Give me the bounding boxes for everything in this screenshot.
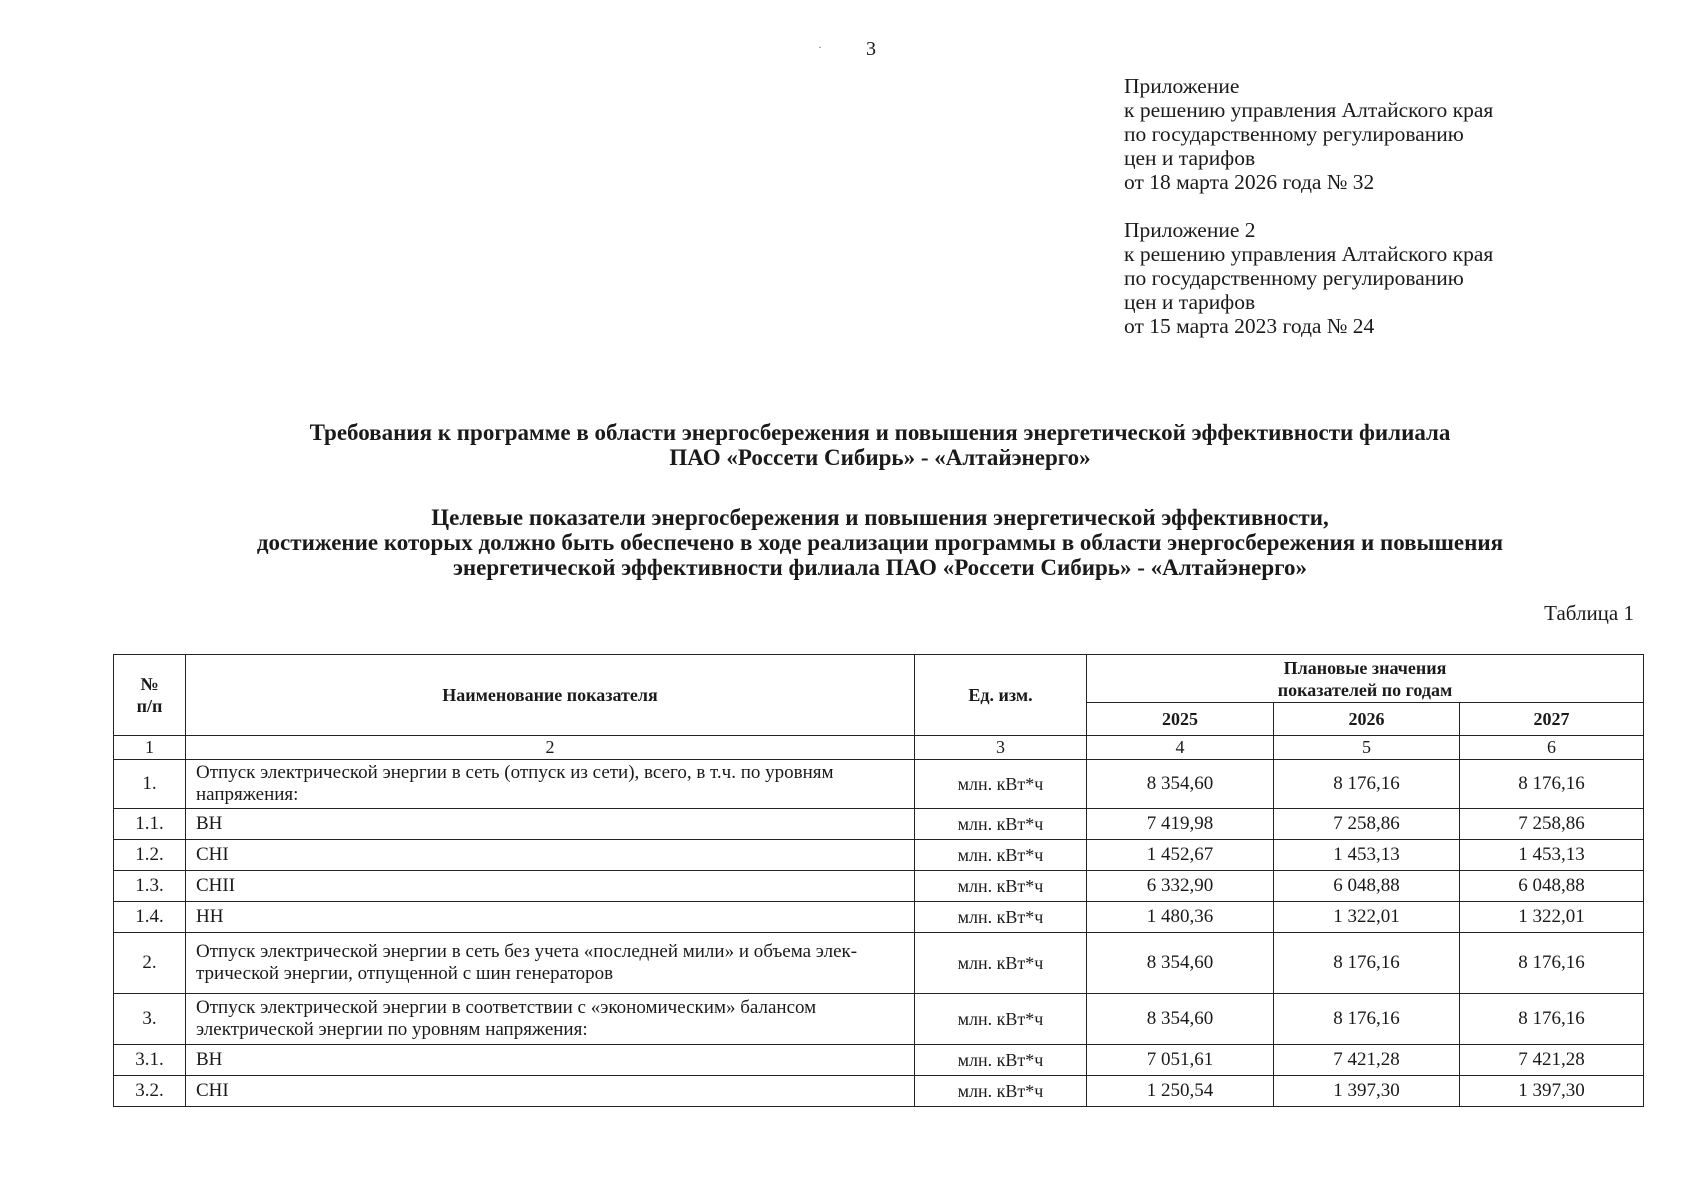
value-2026: 8 176,16 [1274,760,1460,809]
row-unit: млн. кВт*ч [915,809,1087,840]
row-name: СНI [186,1076,915,1107]
value-2027: 7 421,28 [1460,1045,1644,1076]
column-number: 3 [915,736,1087,760]
value-2025: 8 354,60 [1087,933,1274,994]
column-number: 4 [1087,736,1274,760]
row-number: 1.4. [114,902,186,933]
approval-line: от 15 марта 2023 года № 24 [1124,314,1375,338]
value-2026: 7 258,86 [1274,809,1460,840]
table-row [114,994,1644,1045]
indicators-table [113,654,1644,1107]
row-name: Отпуск электрической энергии в соответствии с «экономическим» балансом электрической энергии по уровням напряжения: [186,994,915,1045]
approval-line: по государственному регулированию [1124,122,1464,146]
value-2027: 7 258,86 [1460,809,1644,840]
column-number-row [114,736,1644,760]
row-name: НН [186,902,915,933]
table-row [114,809,1644,840]
header-year: 2025 [1087,703,1274,736]
table-row [114,933,1644,994]
value-2027: 1 322,01 [1460,902,1644,933]
column-number: 6 [1460,736,1644,760]
value-2025: 1 480,36 [1087,902,1274,933]
table-row [114,840,1644,871]
value-2026: 8 176,16 [1274,994,1460,1045]
row-number: 1.2. [114,840,186,871]
column-number: 5 [1274,736,1460,760]
value-2026: 7 421,28 [1274,1045,1460,1076]
title-line: ПАО «Россети Сибирь» - «Алтайэнерго» [669,445,1091,470]
approval-line: от 18 марта 2026 года № 32 [1124,170,1375,194]
value-2026: 1 397,30 [1274,1076,1460,1107]
row-unit: млн. кВт*ч [915,902,1087,933]
column-number: 1 [114,736,186,760]
row-unit: млн. кВт*ч [915,1076,1087,1107]
row-number: 3.1. [114,1045,186,1076]
approval-line: к решению управления Алтайского края [1124,242,1494,266]
row-number: 1.3. [114,871,186,902]
subtitle-line: достижение которых должно быть обеспечено в ходе реализации программы в области энергосбережения и повышения [256,530,1504,555]
value-2026: 1 322,01 [1274,902,1460,933]
row-unit: млн. кВт*ч [915,760,1087,809]
subtitle-line: Целевые показатели энергосбережения и повышения энергетической эффективности, [431,505,1329,530]
row-name: Отпуск электрической энергии в сеть (отпуск из сети), всего, в т.ч. по уровням напряжения: [186,760,915,809]
table-row [114,871,1644,902]
title-line: Требования к программе в области энергосбережения и повышения энергетической эффективности филиала [309,420,1451,445]
table-row [114,1045,1644,1076]
value-2025: 1 250,54 [1087,1076,1274,1107]
approval-line: к решению управления Алтайского края [1124,98,1494,122]
approval-stamp-current [1124,74,1493,194]
value-2025: 7 419,98 [1087,809,1274,840]
row-number: 2. [114,933,186,994]
approval-stamp-previous [1124,218,1493,338]
header-year: 2027 [1460,703,1644,736]
header-plan-values: Плановые значения показателей по годам [1087,655,1644,703]
value-2027: 8 176,16 [1460,933,1644,994]
approval-line: Приложение [1124,74,1240,98]
value-2025: 1 452,67 [1087,840,1274,871]
table-row [114,1076,1644,1107]
row-unit: млн. кВт*ч [915,1045,1087,1076]
page-number: 3 [866,38,876,60]
subtitle-line: энергетической эффективности филиала ПАО «Россети Сибирь» - «Алтайэнерго» [452,555,1308,580]
document-title [120,420,1640,470]
row-unit: млн. кВт*ч [915,840,1087,871]
row-name: ВН [186,1045,915,1076]
header-unit: Ед. изм. [915,655,1087,736]
approval-line: Приложение 2 [1124,218,1256,242]
value-2025: 8 354,60 [1087,994,1274,1045]
approval-line: цен и тарифов [1124,290,1256,314]
value-2027: 6 048,88 [1460,871,1644,902]
table-row [114,760,1644,809]
document-subtitle [120,505,1640,580]
value-2025: 8 354,60 [1087,760,1274,809]
row-number: 3.2. [114,1076,186,1107]
row-number: 3. [114,994,186,1045]
row-unit: млн. кВт*ч [915,994,1087,1045]
value-2027: 1 397,30 [1460,1076,1644,1107]
approval-line: цен и тарифов [1124,146,1256,170]
header-name: Наименование показателя [186,655,915,736]
approval-line: по государственному регулированию [1124,266,1464,290]
row-number: 1.1. [114,809,186,840]
table-caption: Таблица 1 [1544,601,1634,625]
row-number: 1. [114,760,186,809]
header-no: № п/п [114,655,186,736]
table-header-row [114,655,1644,703]
value-2027: 8 176,16 [1460,994,1644,1045]
value-2026: 8 176,16 [1274,933,1460,994]
value-2025: 7 051,61 [1087,1045,1274,1076]
row-name: СНII [186,871,915,902]
row-name: Отпуск электрической энергии в сеть без учета «последней мили» и объема элек- трической энергии, отпущенной с шин генераторов [186,933,915,994]
row-name: СНI [186,840,915,871]
value-2027: 1 453,13 [1460,840,1644,871]
scan-artifact-dot: · [818,40,822,54]
header-year: 2026 [1274,703,1460,736]
value-2025: 6 332,90 [1087,871,1274,902]
table-row [114,902,1644,933]
row-name: ВН [186,809,915,840]
row-unit: млн. кВт*ч [915,871,1087,902]
value-2026: 1 453,13 [1274,840,1460,871]
column-number: 2 [186,736,915,760]
value-2027: 8 176,16 [1460,760,1644,809]
value-2026: 6 048,88 [1274,871,1460,902]
row-unit: млн. кВт*ч [915,933,1087,994]
